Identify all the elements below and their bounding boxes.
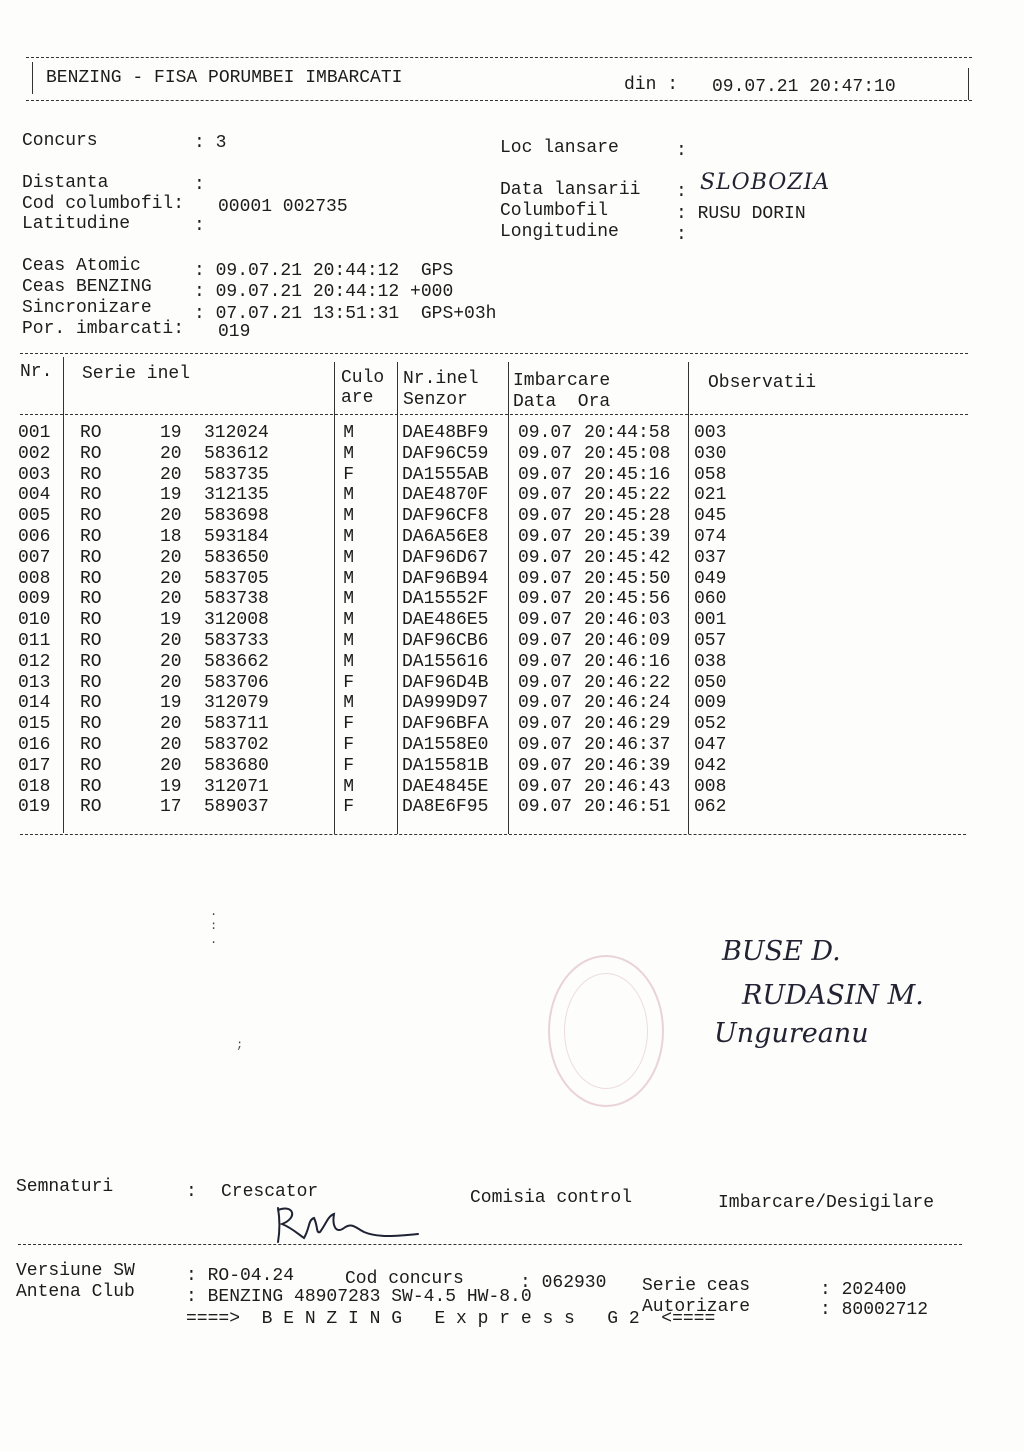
- table-bottom-border: [20, 834, 966, 835]
- cell-nr: 013: [18, 672, 51, 693]
- cell-time: 20:46:09: [584, 630, 671, 651]
- cell-year: 20: [160, 630, 182, 651]
- cell-observatii: 009: [694, 693, 727, 714]
- pigeon-table: [18, 423, 750, 818]
- cell-date: 09.07: [518, 464, 573, 485]
- cell-time: 20:46:39: [584, 755, 671, 776]
- cell-country: RO: [80, 610, 102, 631]
- cell-observatii: 047: [694, 734, 727, 755]
- cell-ring-number: 583650: [204, 547, 269, 568]
- imbarcare-desigilare-label: Imbarcare/Desigilare: [718, 1193, 935, 1213]
- distanta-value: :: [194, 175, 205, 195]
- cell-ring-number: 583702: [204, 734, 269, 755]
- cell-date: 09.07: [518, 651, 573, 672]
- handwritten-name-3: Ungureanu: [714, 1018, 869, 1049]
- cell-sensor-id: DAE4870F: [402, 485, 489, 506]
- cell-ring-number: 312079: [204, 693, 269, 714]
- versiune-sw-value: : RO-04.24: [186, 1266, 295, 1286]
- cell-country: RO: [80, 506, 102, 527]
- cell-ring-number: 583680: [204, 755, 269, 776]
- data-lansarii-label: Data lansarii: [500, 180, 641, 200]
- cell-year: 18: [160, 526, 182, 547]
- cell-year: 20: [160, 464, 182, 485]
- cell-time: 20:46:16: [584, 651, 671, 672]
- cell-date: 09.07: [518, 610, 573, 631]
- cell-ring-number: 312135: [204, 485, 269, 506]
- cell-sensor-id: DA8E6F95: [402, 797, 489, 818]
- cell-sensor-id: DA6A56E8: [402, 526, 489, 547]
- comisia-control-label: Comisia control: [470, 1188, 633, 1208]
- cell-observatii: 074: [694, 526, 727, 547]
- cell-year: 19: [160, 776, 182, 797]
- cell-nr: 011: [18, 630, 51, 651]
- cell-observatii: 021: [694, 485, 727, 506]
- cell-date: 09.07: [518, 672, 573, 693]
- table-row: [18, 506, 750, 527]
- antena-club-label: Antena Club: [16, 1282, 135, 1302]
- cell-year: 20: [160, 443, 182, 464]
- cell-sensor-id: DA155616: [402, 651, 489, 672]
- cell-observatii: 049: [694, 568, 727, 589]
- cell-ring-number: 589037: [204, 797, 269, 818]
- cell-sensor-id: DAF96CF8: [402, 506, 489, 527]
- cell-nr: 015: [18, 714, 51, 735]
- cell-observatii: 060: [694, 589, 727, 610]
- table-row: [18, 735, 750, 756]
- cell-time: 20:46:51: [584, 797, 671, 818]
- table-top-border: [20, 353, 968, 354]
- cell-country: RO: [80, 464, 102, 485]
- cell-sensor-id: DAE4845E: [402, 776, 489, 797]
- serie-ceas-value: : 202400: [820, 1280, 907, 1300]
- cell-ring-number: 583711: [204, 714, 269, 735]
- cell-sensor-id: DAE486E5: [402, 610, 489, 631]
- autorizare-label: Autorizare: [642, 1297, 751, 1317]
- cell-time: 20:46:29: [584, 714, 671, 735]
- cell-country: RO: [80, 630, 102, 651]
- cell-observatii: 001: [694, 610, 727, 631]
- longitudine-label: Longitudine: [500, 222, 619, 242]
- cell-time: 20:46:22: [584, 672, 671, 693]
- cell-year: 17: [160, 797, 182, 818]
- cell-nr: 019: [18, 797, 51, 818]
- cell-date: 09.07: [518, 547, 573, 568]
- cell-sensor-id: DA15552F: [402, 589, 489, 610]
- cell-sensor-id: DAF96CB6: [402, 630, 489, 651]
- handwritten-name-2: RUDASIN M.: [742, 980, 924, 1011]
- cell-year: 20: [160, 651, 182, 672]
- table-row: [18, 756, 750, 777]
- cell-nr: 002: [18, 443, 51, 464]
- table-row: [18, 673, 750, 694]
- cell-sex: F: [343, 797, 354, 818]
- cell-country: RO: [80, 423, 102, 443]
- cell-country: RO: [80, 714, 102, 735]
- cell-culoare: [354, 548, 400, 569]
- cell-ring-number: 583698: [204, 506, 269, 527]
- cell-nr: 007: [18, 547, 51, 568]
- cell-ring-number: 583662: [204, 651, 269, 672]
- cell-sex: M: [343, 776, 354, 797]
- col-header-imbarcare-1: Imbarcare: [513, 371, 611, 391]
- cell-culoare: [354, 714, 400, 735]
- cell-time: 20:45:22: [584, 485, 671, 506]
- cell-sex: M: [343, 610, 354, 631]
- table-row: [18, 652, 750, 673]
- pigeon-table-body: [18, 423, 750, 818]
- cell-ring-number: 583612: [204, 443, 269, 464]
- cell-ring-number: 583738: [204, 589, 269, 610]
- cell-observatii: 003: [694, 423, 727, 443]
- sincronizare-value: : 07.07.21 13:51:31 GPS+03h: [194, 304, 497, 324]
- cell-nr: 018: [18, 776, 51, 797]
- cell-country: RO: [80, 547, 102, 568]
- cell-nr: 003: [18, 464, 51, 485]
- col-header-nr-inel-1: Nr.inel: [403, 369, 479, 389]
- longitudine-value: :: [676, 225, 687, 245]
- cell-sex: M: [343, 485, 354, 506]
- cell-culoare: [354, 797, 400, 818]
- cell-date: 09.07: [518, 693, 573, 714]
- cell-ring-number: 312071: [204, 776, 269, 797]
- cell-ring-number: 312024: [204, 423, 269, 443]
- cell-country: RO: [80, 734, 102, 755]
- cell-sex: M: [343, 423, 354, 443]
- cell-ring-number: 583735: [204, 464, 269, 485]
- header-left-border: [32, 62, 33, 94]
- col-header-imbarcare-2: Data Ora: [513, 392, 611, 412]
- cod-concurs-value: : 062930: [520, 1273, 607, 1293]
- cell-time: 20:45:16: [584, 464, 671, 485]
- cell-culoare: [354, 569, 400, 590]
- cell-sensor-id: DAF96D67: [402, 547, 489, 568]
- semnaturi-colon: :: [186, 1182, 197, 1202]
- table-row: [18, 714, 750, 735]
- semnaturi-label: Semnaturi: [16, 1177, 114, 1197]
- crescator-label: Crescator: [221, 1182, 319, 1202]
- cell-year: 20: [160, 568, 182, 589]
- cell-sex: M: [343, 547, 354, 568]
- cell-year: 20: [160, 734, 182, 755]
- cell-observatii: 058: [694, 464, 727, 485]
- cell-date: 09.07: [518, 755, 573, 776]
- cell-sex: M: [343, 651, 354, 672]
- porumbei-imbarcati-count: 019: [218, 322, 251, 342]
- cell-culoare: [354, 756, 400, 777]
- cell-country: RO: [80, 526, 102, 547]
- cell-observatii: 057: [694, 630, 727, 651]
- cell-date: 09.07: [518, 423, 573, 443]
- cell-sex: F: [343, 734, 354, 755]
- cell-date: 09.07: [518, 714, 573, 735]
- col-header-observatii: Observatii: [708, 373, 817, 393]
- cell-culoare: [354, 485, 400, 506]
- cell-sex: F: [343, 714, 354, 735]
- ceas-benzing-label: Ceas BENZING: [22, 277, 152, 297]
- cell-country: RO: [80, 651, 102, 672]
- cell-year: 20: [160, 672, 182, 693]
- cell-sensor-id: DAF96B94: [402, 568, 489, 589]
- cell-time: 20:46:24: [584, 693, 671, 714]
- table-row: [18, 444, 750, 465]
- antena-club-value: : BENZING 48907283 SW-4.5 HW-8.0: [186, 1287, 532, 1307]
- cell-country: RO: [80, 485, 102, 506]
- benzing-express-banner: ====> B E N Z I N G E x p r e s s G 2 <====: [186, 1309, 716, 1329]
- cell-ring-number: 583705: [204, 568, 269, 589]
- cell-nr: 008: [18, 568, 51, 589]
- table-row: [18, 569, 750, 590]
- cell-ring-number: 593184: [204, 526, 269, 547]
- loc-lansare-value: :: [676, 141, 687, 161]
- col-header-serie-inel: Serie inel: [82, 364, 191, 384]
- cell-nr: 017: [18, 755, 51, 776]
- cell-ring-number: 583706: [204, 672, 269, 693]
- table-row: [18, 423, 750, 444]
- cell-year: 19: [160, 693, 182, 714]
- cell-sensor-id: DAE48BF9: [402, 423, 489, 443]
- cell-sensor-id: DA1555AB: [402, 464, 489, 485]
- cell-country: RO: [80, 568, 102, 589]
- table-row: [18, 631, 750, 652]
- cell-country: RO: [80, 443, 102, 464]
- cell-observatii: 042: [694, 755, 727, 776]
- cell-culoare: [354, 673, 400, 694]
- serie-ceas-label: Serie ceas: [642, 1276, 751, 1296]
- table-row: [18, 485, 750, 506]
- cell-culoare: [354, 777, 400, 798]
- cell-sex: F: [343, 755, 354, 776]
- cell-observatii: 052: [694, 714, 727, 735]
- cell-date: 09.07: [518, 734, 573, 755]
- cell-date: 09.07: [518, 506, 573, 527]
- concurs-label: Concurs: [22, 131, 98, 151]
- table-row: [18, 589, 750, 610]
- loc-lansare-label: Loc lansare: [500, 138, 619, 158]
- cell-sensor-id: DAF96C59: [402, 443, 489, 464]
- cell-nr: 014: [18, 693, 51, 714]
- ceas-benzing-value: : 09.07.21 20:44:12 +000: [194, 282, 454, 302]
- cell-year: 20: [160, 714, 182, 735]
- cell-sex: M: [343, 693, 354, 714]
- cell-sex: M: [343, 526, 354, 547]
- table-row: [18, 797, 750, 818]
- cell-culoare: [354, 735, 400, 756]
- ceas-atomic-label: Ceas Atomic: [22, 256, 141, 276]
- cell-sensor-id: DA1558E0: [402, 734, 489, 755]
- footer-top-border: [18, 1244, 962, 1245]
- table-row: [18, 693, 750, 714]
- cell-culoare: [354, 506, 400, 527]
- cell-sensor-id: DAF96D4B: [402, 672, 489, 693]
- cell-culoare: [354, 444, 400, 465]
- cell-observatii: 037: [694, 547, 727, 568]
- cell-country: RO: [80, 776, 102, 797]
- columbofil-label: Columbofil: [500, 201, 609, 221]
- columbofil-value: : RUSU DORIN: [676, 204, 806, 224]
- cell-year: 20: [160, 506, 182, 527]
- cell-sex: F: [343, 464, 354, 485]
- cell-date: 09.07: [518, 797, 573, 818]
- col-header-culoare-2: are: [341, 388, 374, 408]
- latitudine-value: :: [194, 216, 205, 236]
- cell-sex: M: [343, 506, 354, 527]
- cell-sex: F: [343, 672, 354, 693]
- cell-date: 09.07: [518, 776, 573, 797]
- cell-year: 19: [160, 610, 182, 631]
- cell-nr: 016: [18, 734, 51, 755]
- porumbei-imbarcati-label: Por. imbarcati:: [22, 319, 185, 339]
- cell-date: 09.07: [518, 485, 573, 506]
- cell-sensor-id: DAF96BFA: [402, 714, 489, 735]
- table-row: [18, 777, 750, 798]
- cell-date: 09.07: [518, 568, 573, 589]
- document-title: BENZING - FISA PORUMBEI IMBARCATI: [46, 68, 403, 88]
- table-row: [18, 527, 750, 548]
- cell-time: 20:45:28: [584, 506, 671, 527]
- cell-date: 09.07: [518, 443, 573, 464]
- cell-culoare: [354, 465, 400, 486]
- cell-nr: 012: [18, 651, 51, 672]
- print-datetime: 09.07.21 20:47:10: [712, 77, 896, 97]
- cell-date: 09.07: [518, 630, 573, 651]
- cell-sensor-id: DA15581B: [402, 755, 489, 776]
- cell-year: 20: [160, 589, 182, 610]
- cell-sex: M: [343, 443, 354, 464]
- cell-culoare: [354, 527, 400, 548]
- cell-year: 20: [160, 755, 182, 776]
- cod-columbofil-value: 00001 002735: [218, 197, 348, 217]
- faint-stamp-seal: [548, 955, 664, 1107]
- speck-mark: ;: [236, 1038, 244, 1052]
- crescator-signature: [268, 1198, 428, 1250]
- concurs-value: : 3: [194, 133, 227, 153]
- cod-columbofil-label: Cod columbofil:: [22, 194, 185, 214]
- cell-year: 20: [160, 547, 182, 568]
- cell-observatii: 050: [694, 672, 727, 693]
- cell-date: 09.07: [518, 526, 573, 547]
- header-right-border: [968, 68, 969, 100]
- handwritten-release-location: SLOBOZIA: [700, 170, 831, 195]
- cell-ring-number: 583733: [204, 630, 269, 651]
- autorizare-value: : 80002712: [820, 1300, 929, 1320]
- versiune-sw-label: Versiune SW: [16, 1261, 135, 1281]
- cell-time: 20:45:50: [584, 568, 671, 589]
- cell-observatii: 062: [694, 797, 727, 818]
- cell-time: 20:45:08: [584, 443, 671, 464]
- cell-nr: 009: [18, 589, 51, 610]
- table-row: [18, 610, 750, 631]
- cell-ring-number: 312008: [204, 610, 269, 631]
- data-lansarii-value: :: [676, 182, 687, 202]
- cell-culoare: [354, 423, 400, 444]
- col-header-culoare-1: Culo: [341, 368, 385, 388]
- din-label: din :: [624, 75, 679, 95]
- cell-sex: M: [343, 568, 354, 589]
- cell-time: 20:44:58: [584, 423, 671, 443]
- cell-nr: 006: [18, 526, 51, 547]
- cell-nr: 010: [18, 610, 51, 631]
- speck-mark: . : .: [210, 905, 218, 947]
- cell-year: 19: [160, 485, 182, 506]
- header-top-border: [26, 57, 972, 58]
- ceas-atomic-value: : 09.07.21 20:44:12 GPS: [194, 261, 454, 281]
- col-header-nr-inel-2: Senzor: [403, 390, 468, 410]
- col-header-nr: Nr.: [20, 362, 53, 382]
- handwritten-name-1: BUSE D.: [722, 936, 841, 967]
- cell-time: 20:45:39: [584, 526, 671, 547]
- cell-nr: 001: [18, 423, 51, 443]
- cell-sensor-id: DA999D97: [402, 693, 489, 714]
- cell-country: RO: [80, 693, 102, 714]
- cell-country: RO: [80, 589, 102, 610]
- cell-culoare: [354, 610, 400, 631]
- table-row: [18, 548, 750, 569]
- cell-time: 20:46:43: [584, 776, 671, 797]
- cell-culoare: [354, 631, 400, 652]
- cell-sex: M: [343, 589, 354, 610]
- cell-observatii: 008: [694, 776, 727, 797]
- cell-time: 20:46:03: [584, 610, 671, 631]
- cell-observatii: 038: [694, 651, 727, 672]
- cell-culoare: [354, 693, 400, 714]
- cell-observatii: 045: [694, 506, 727, 527]
- cell-culoare: [354, 589, 400, 610]
- cell-time: 20:45:42: [584, 547, 671, 568]
- sincronizare-label: Sincronizare: [22, 298, 152, 318]
- table-header-separator: [20, 414, 968, 415]
- cell-time: 20:45:56: [584, 589, 671, 610]
- cod-concurs-label: Cod concurs: [345, 1269, 464, 1289]
- cell-country: RO: [80, 797, 102, 818]
- distanta-label: Distanta: [22, 173, 109, 193]
- cell-culoare: [354, 652, 400, 673]
- latitudine-label: Latitudine: [22, 214, 131, 234]
- cell-sex: M: [343, 630, 354, 651]
- cell-observatii: 030: [694, 443, 727, 464]
- cell-time: 20:46:37: [584, 734, 671, 755]
- cell-country: RO: [80, 755, 102, 776]
- table-row: [18, 465, 750, 486]
- cell-nr: 005: [18, 506, 51, 527]
- cell-nr: 004: [18, 485, 51, 506]
- header-bottom-border: [26, 100, 972, 101]
- cell-country: RO: [80, 672, 102, 693]
- cell-date: 09.07: [518, 589, 573, 610]
- cell-year: 19: [160, 423, 182, 443]
